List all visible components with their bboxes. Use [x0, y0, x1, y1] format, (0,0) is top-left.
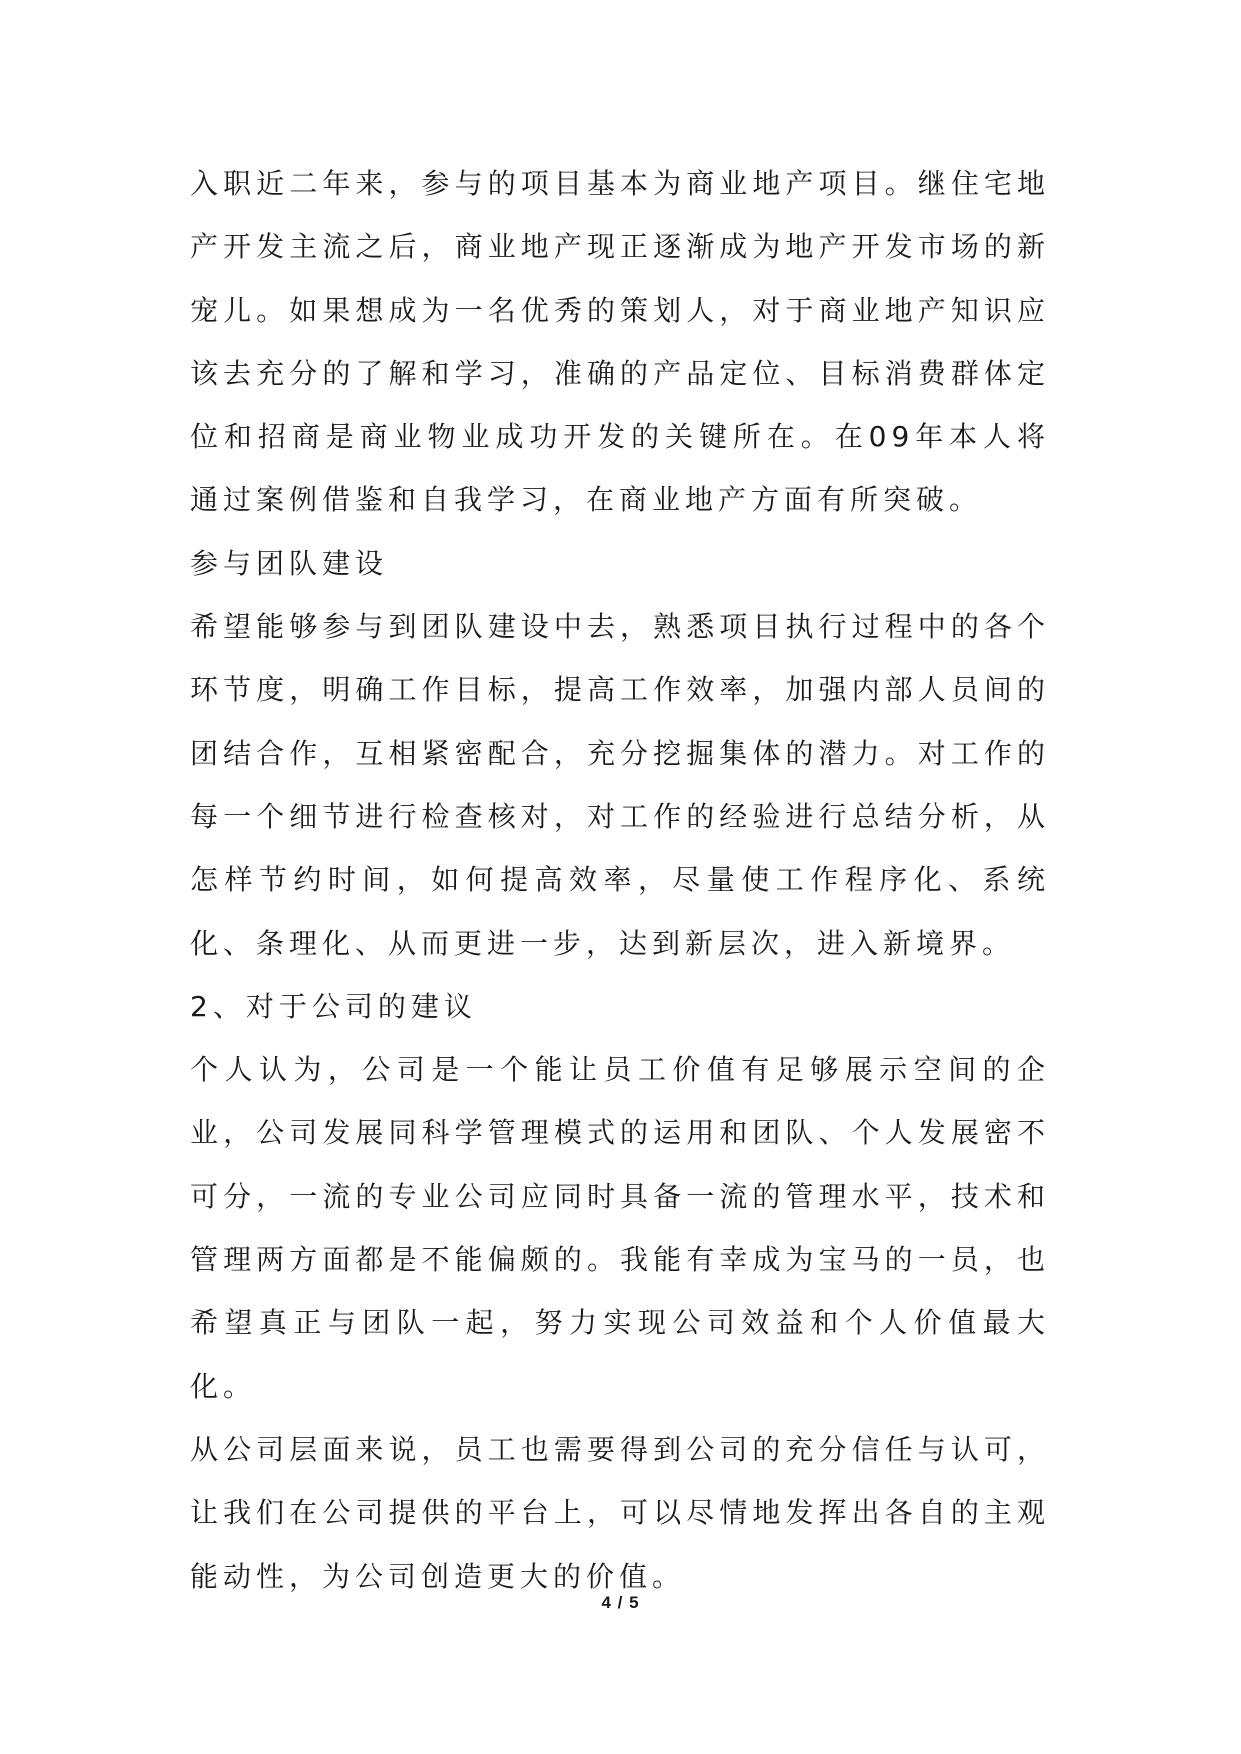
heading-company-suggestions: 2、对于公司的建议 [190, 989, 477, 1023]
paragraph-commercial-real-estate: 入职近二年来，参与的项目基本为商业地产项目。继住宅地产开发主流之后，商业地产现正逐渐成为地产开发市场的新宠儿。如果想成为一名优秀的策划人，对于商业地产知识应该去充分的了解和学习，准确的产品定位、目标消费群体定位和招商是商业物业成功开发的关键所在。在09年本人将通过案例借鉴和自我学习，在商业地产方面有所突破。 [190, 167, 1050, 517]
paragraph-company-value: 个人认为，公司是一个能让员工价值有足够展示空间的企业，公司发展同科学管理模式的运用和团队、个人发展密不可分，一流的专业公司应同时具备一流的管理水平，技术和管理两方面都是不能偏颇的。我能有幸成为宝马的一员，也希望真正与团队一起，努力实现公司效益和个人价值最大化。 [190, 1053, 1050, 1403]
page-number: 4 / 5 [601, 1593, 640, 1612]
document-body [190, 152, 1050, 1608]
paragraph-team-building: 希望能够参与到团队建设中去，熟悉项目执行过程中的各个环节度，明确工作目标，提高工作效率，加强内部人员间的团结合作，互相紧密配合，充分挖掘集体的潜力。对工作的每一个细节进行检查核对，对工作的经验进行总结分析，从怎样节约时间，如何提高效率，尽量使工作程序化、系统化、条理化、从而更进一步，达到新层次，进入新境界。 [190, 610, 1050, 960]
heading-team-building: 参与团队建设 [190, 546, 389, 580]
paragraph-company-trust: 从公司层面来说，员工也需要得到公司的充分信任与认可，让我们在公司提供的平台上，可以尽情地发挥出各自的主观能动性，为公司创造更大的价值。 [190, 1432, 1050, 1593]
